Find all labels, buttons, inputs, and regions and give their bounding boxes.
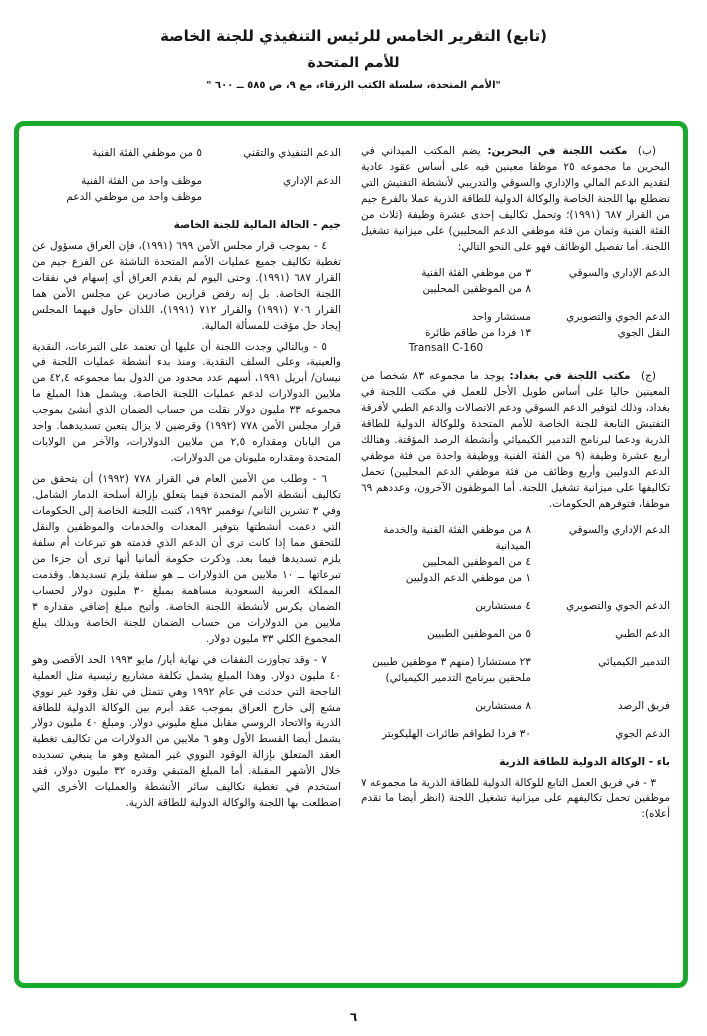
staff-category-label: التدمير الكيميائي	[598, 655, 670, 668]
staff-count-value: ٥ من الموظفين الطبيين	[427, 627, 531, 640]
staff-category-label: الدعم الطبي	[615, 627, 670, 640]
staff-count-value	[361, 326, 531, 358]
staff-count-line: ١٣ فردا من طاقم طائرة	[424, 326, 531, 339]
staff-row	[32, 146, 341, 162]
staffing-table-continued	[32, 146, 341, 206]
staff-category-label: الدعم الإداري	[282, 174, 341, 187]
staff-row	[361, 727, 670, 743]
staff-count-value: موظف واحد من الفئة الفنية موظف واحد من موظفي الدعم	[66, 174, 202, 203]
paragraph-marker: (ج)	[641, 370, 656, 383]
paragraph-c-baghdad	[361, 369, 670, 513]
staff-count-value: ٨ مستشارين	[475, 699, 531, 712]
right-column	[361, 144, 670, 975]
staffing-table-baghdad	[361, 523, 670, 743]
paragraph-7: ٧ - وقد تجاوزت النفقات في نهاية أيار/ مايو ١٩٩٣ الحد الأقصى وهو ٤٠ مليون دولار. وهذا المبلغ يشمل تكلفة مشاريع رئيسية مثل العملية الناجحة التي حدثت في عام ١٩٩٢ وهي تتمثل في نقل وقود غير نووي مشع إلى خارج العراق بموجب عقد أبرم بين الوكالة الدولية للطاقة الذرية والاتحاد الروسي مقابل مبلغ مليوني دولار. ومبلغ ٤٠ مليون دولار يشمل أيضا القسط الأول وهو ٦ ملايين من الدولارات من تكاليف تغطية العقد المتعلق بإزالة الوقود النووي غير المشع وهو ما ينبغي تسديده خلال الأشهر المقبلة. أما المبلغ المتبقي وقدره ٣٢ مليون دولار، فقد استخدم في تغطية تكاليف سائر الأنشطة والعمليات الأخرى التي اضطلعت بها اللجنة والوكالة الدولية للطاقة الذرية.	[32, 653, 341, 810]
report-subtitle: للأمم المتحدة	[307, 55, 400, 71]
staff-count-value: ٨ من موظفي الفئة الفنية والخدمة الميدانية ٤ من الموظفين المحليين ١ من موظفي الدعم الدوليين	[383, 524, 531, 584]
staff-row	[361, 599, 670, 615]
two-column-layout	[32, 144, 670, 975]
staff-count-value: ٣ من موظفي الفئة الفنية ٨ من الموظفين المحليين	[421, 266, 531, 295]
staff-row	[361, 655, 670, 687]
staff-row	[32, 174, 341, 206]
paragraph-text: يضم المكتب الميداني في البحرين ما مجموعه ٢٥ موظفا معينين فيه على أساس عقود عادية لتقديم الدعم المالي والإداري والسوقي والتدريبي لأنشطة التفتيش التي تضطلع بها اللجنة الخاصة والوكالة الدولية للطاقة الذرية عملا بالفرع جيم من القرار ٦٨٧ (١٩٩١)؛ وتحمل تكاليف إحدى عشرة وظيفة (ثلاث من الفئة الفنية وثمان من فئة موظفي الدعم المحليين) على ميزانية تشغيل اللجنة. أما تفصيل الوظائف فهو على النحو التالي:	[361, 145, 670, 253]
staff-count-value: ٤ مستشارين	[475, 599, 531, 612]
staff-row	[361, 627, 670, 643]
paragraph-b-bahrain	[361, 144, 670, 256]
paragraph-5: ٥ - وبالتالي وجدت اللجنة أن عليها أن تعتمد على التبرعات، النقدية والعينية، وعلى السلف النقدية. ومنذ بدء أنشطة عمليات اللجنة في نيسان/ أبريل ١٩٩١، أسهم عدد محدود من الدول بما مجموعه ٤٢,٤ من ملايين الدولارات لدعم عمليات اللجنة الخاصة. ويشمل هذا المبلغ ما مجموعه ٣٣ مليون دولار نقلت من حساب الضمان الذي أنشئ بموجب قرار مجلس الأمن ٧٧٨ (١٩٩٢) وقرضين لا يزال يتعين تسديدهما. واحد من اليابان ومقداره ٢,٥ من ملايين الدولارات، والآخر من الولايات المتحدة ومقداره مليونان من الدولارات.	[32, 340, 341, 465]
paragraph-6: ٦ - وطلب من الأمين العام في القرار ٧٧٨ (١٩٩٢) أن يتحقق من تكاليف أنشطة الأمم المتحدة فيما يتعلق بإزالة أسلحة الدمار الشامل. وفي ٣ تشرين الثاني/ نوفمبر ١٩٩٢، كتبت اللجنة الخاصة إلى الحكومات التي دعمت أنشطتها بتوفير المعدات والخدمات والموظفين والنقل للتحقق مما إذا كانت ترى أن الدعم الذي قدمته هو تبرعات أم سلفة يلزم تسديدها فيما بعد. وذكرت حكومة ألمانيا أنها ترى أن جزءا من تبرعاتها ــ ١٠ ملايين من الدولارات ــ هو سلفة يلزم تسديدها. وقدمت المملكة العربية السعودية مساهمة بمبلغ ٣٠ مليون دولار لحساب الضمان يكرس لأنشطة اللجنة الخاصة. وأتيح مبلغ إضافي مقداره ٣ ملايين من الدولارات من حساب الضمان للجنة الخاصة وبذلك يبلغ المجموع الكلي ٣٣ مليون دولار.	[32, 473, 342, 645]
paragraph-3: ٣ - في فريق العمل التابع للوكالة الدولية للطاقة الذرية ما مجموعه ٧ موظفين تحمل تكاليفهم على ميزانية تشغيل اللجنة (انظر أيضا ما تقدم أعلاه):	[361, 776, 670, 821]
staff-row	[361, 266, 670, 298]
staff-count-value: ٢٣ مستشارا (منهم ٣ موظفين طبيين ملحقين ببرنامج التدمير الكيميائي)	[372, 655, 531, 684]
aircraft-name: Transall C-160	[408, 342, 484, 355]
paragraph-marker: (ب)	[637, 145, 656, 157]
staff-count-value: ٥ من موظفي الفئة الفنية	[92, 147, 202, 159]
report-title: (تابع) التقرير الخامس للرئيس التنفيذي للجنة الخاصة	[160, 27, 547, 45]
staff-category-label: النقل الجوي	[617, 326, 670, 339]
staff-category-label: الدعم الجوي والتصويري	[566, 599, 670, 612]
staff-row	[361, 310, 670, 326]
source-citation: "الأمم المتحدة، سلسلة الكتب الزرقاء، مع ٩، ص ٥٨٥ ــ ٦٠٠ "	[206, 80, 501, 91]
staffing-table-bahrain	[361, 266, 670, 358]
paragraph-4: ٤ - بموجب قرار مجلس الأمن ٦٩٩ (١٩٩١)، فإن العراق مسؤول عن تغطية تكاليف جميع عمليات الأمم المتحدة الناشئة عن الفرع جيم من القرار ٦٨٧ (١٩٩١). وحتى اليوم لم يقدم العراق أي إسهام في نفقات اللجنة الخاصة. بل إنه رفض قرارين صادرين عن مجلس الأمن هما القرار ٧٠٦ (١٩٩١) والقرار ٧١٢ (١٩٩١)، اللذان حاول فيهما المجلس إيجاد حل مؤقت للمسألة المالية.	[32, 239, 342, 332]
staff-row	[361, 326, 670, 358]
section-heading-financial: جيم - الحالة المالية للجنة الخاصة	[173, 218, 341, 231]
paragraph-text: يوجد ما مجموعه ٨٣ شخصا من المعينين حاليا على أساس طويل الأجل للعمل في مكتب اللجنة في بغداد، وذلك لتوفير الدعم السوقي ودعم الاتصالات والدعم الطبي لأفرقة التفتيش التابعة للجنة الخاصة للأمم المتحدة وللوكالة الدولية للطاقة الذرية ودعما لبرنامج التدمير الكيميائي وأنشطة الرصد المؤقتة. وهنالك أربع عشرة وظيفة (٩ من الفئة الفنية ووظيفة واحدة من فئة موظفي الدعم الدوليين وأربع وظائف من فئة موظفي الدعم المحليين) تحمل تكاليفها على ميزانية تشغيل اللجنة. أما الموظفون الآخرون، وعددهم ٦٩ موظفا، فتوفرهم الحكومات.	[361, 370, 670, 511]
staff-count-value: مستشار واحد	[471, 310, 531, 323]
paragraph-lead: مكتب اللجنة في بغداد:	[509, 370, 631, 383]
staff-category-label: الدعم الجوي	[615, 727, 670, 740]
staff-row	[361, 699, 670, 715]
section-heading-iaea: باء - الوكالة الدولية للطاقة الذرية	[499, 755, 670, 768]
page-header	[0, 0, 707, 91]
staff-count-value: ٣٠ فردا لطواقم طائرات الهليكوبتر	[381, 727, 531, 740]
staff-category-label: فريق الرصد	[617, 699, 670, 712]
staff-category-label: الدعم الإداري والسوقي	[568, 524, 670, 537]
staff-category-label: الدعم الجوي والتصويري	[566, 310, 670, 323]
staff-category-label: الدعم التنفيذي والتقني	[243, 147, 341, 159]
staff-category-label: الدعم الإداري والسوقي	[568, 266, 670, 279]
content-frame	[14, 121, 688, 988]
left-column	[32, 144, 341, 975]
paragraph-lead: مكتب اللجنة في البحرين:	[487, 145, 628, 157]
page-number: ٦	[349, 1010, 358, 1024]
staff-row	[361, 523, 670, 587]
